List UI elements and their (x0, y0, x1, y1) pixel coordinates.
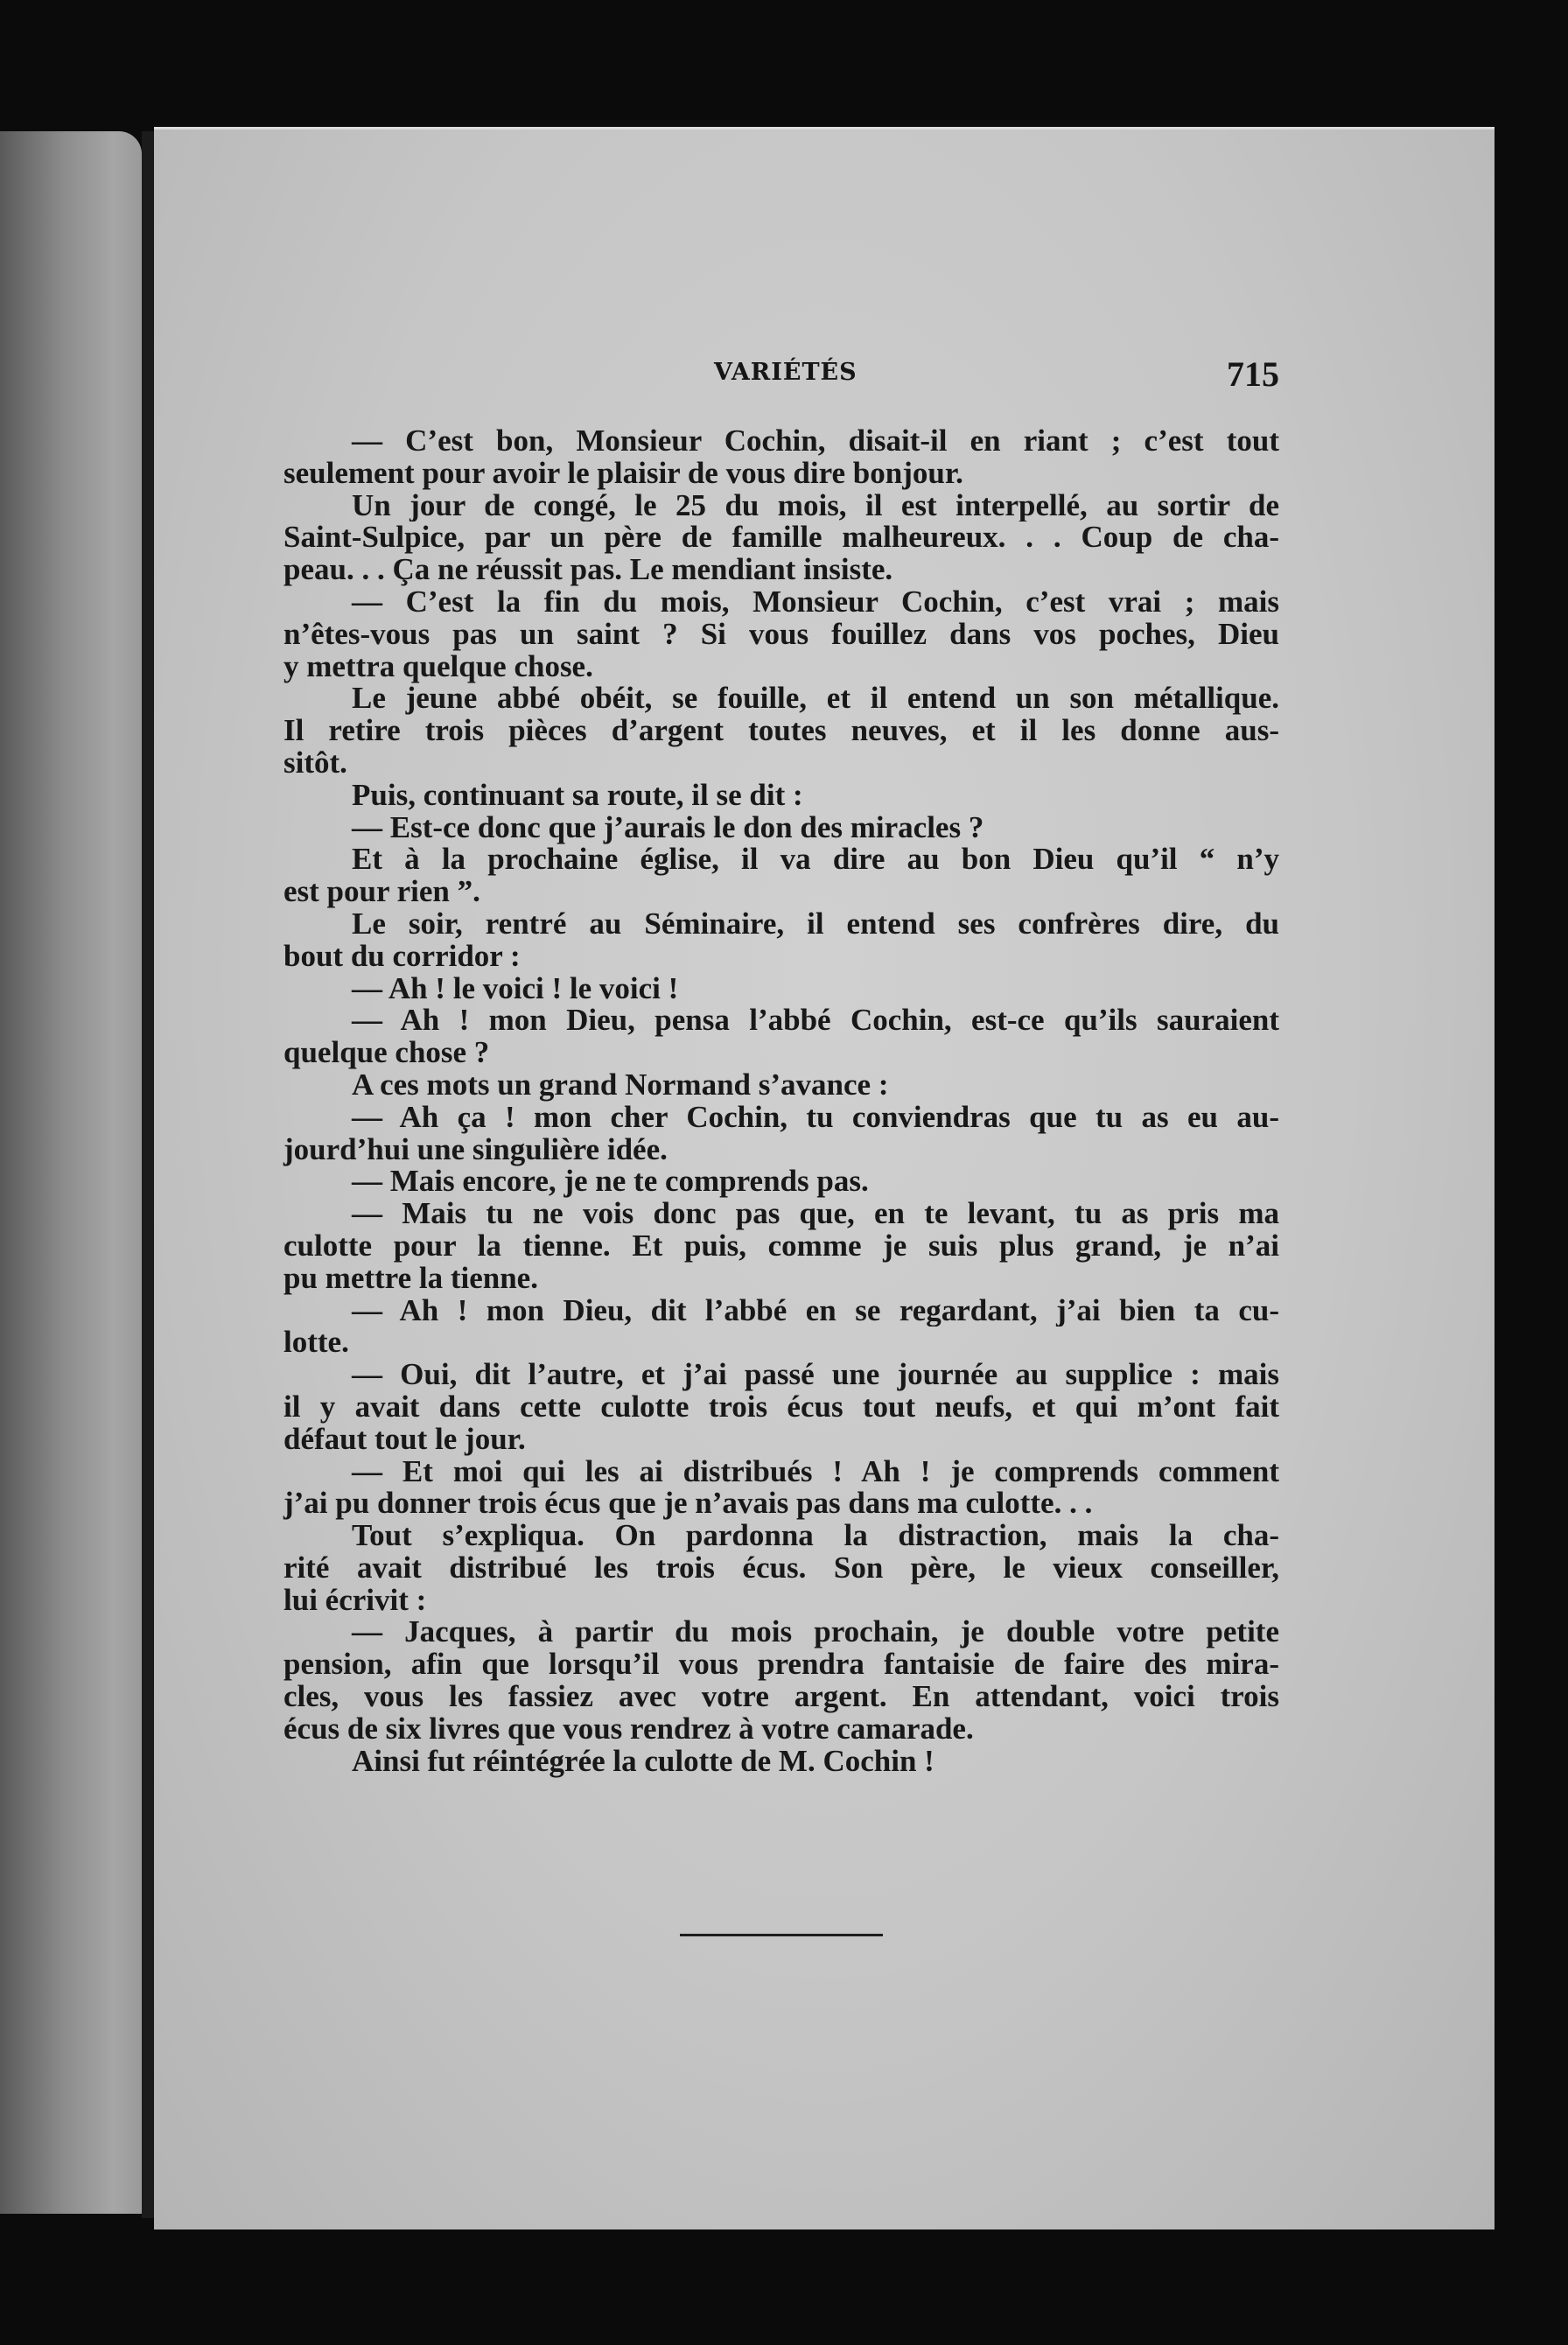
text-line: n’êtes-vous pas un saint ? Si vous fouillez dans vos poches, Dieu (284, 618, 1279, 651)
text-line: est pour rien ”. (284, 874, 480, 909)
text-line: Un jour de congé, le 25 du mois, il est interpellé, au sortir de (352, 489, 1279, 522)
text-line: — Mais encore, je ne te comprends pas. (352, 1164, 869, 1199)
book-gutter (142, 131, 154, 2218)
text-line: lui écrivit : (284, 1582, 427, 1617)
text-line: Tout s’expliqua. On pardonna la distraction, mais la cha- (352, 1520, 1279, 1552)
text-line: culotte pour la tienne. Et puis, comme je suis plus grand, je n’ai (284, 1229, 1279, 1263)
text-line: écus de six livres que vous rendrez à votre camarade. (284, 1711, 974, 1746)
text-line: Puis, continuant sa route, il se dit : (352, 777, 803, 812)
text-line: Le soir, rentré au Séminaire, il entend ses confrères dire, du (352, 907, 1279, 941)
text-line: Il retire trois pièces d’argent toutes neuves, et il les donne aus- (284, 715, 1279, 747)
text-line: Le jeune abbé obéit, se fouille, et il entend un son métallique. (352, 682, 1279, 716)
text-line: bout du corridor : (284, 938, 521, 973)
text-line: — C’est la fin du mois, Monsieur Cochin, c’est vrai ; mais (352, 585, 1279, 619)
text-line: quelque chose ? (284, 1035, 490, 1070)
text-line: Ainsi fut réintégrée la culotte de M. Cochin ! (352, 1743, 934, 1778)
running-title: VARIÉTÉS (714, 359, 858, 386)
text-line: y mettra quelque chose. (284, 648, 593, 683)
text-line: jourd’hui une singulière idée. (284, 1131, 668, 1166)
text-line: — Mais tu ne vois donc pas que, en te levant, tu as pris ma (352, 1198, 1279, 1230)
text-line: rité avait distribué les trois écus. Son père, le vieux conseiller, (284, 1551, 1279, 1585)
body-text (284, 425, 1279, 1777)
section-end-rule (680, 1934, 883, 1936)
text-line: sitôt. (284, 745, 347, 780)
text-line: — Est-ce donc que j’aurais le don des miracles ? (352, 809, 984, 844)
text-line: — Ah ! mon Dieu, dit l’abbé en se regardant, j’ai bien ta cu- (352, 1294, 1279, 1327)
text-line: lotte. (284, 1325, 349, 1360)
text-line: pension, afin que lorsqu’il vous prendra fantaisie de faire des mira- (284, 1648, 1279, 1682)
text-line: — Oui, dit l’autre, et j’ai passé une journée au supplice : mais (352, 1359, 1279, 1391)
facing-page-edge (0, 131, 142, 2214)
text-line: défaut tout le jour. (284, 1421, 526, 1456)
running-head (154, 354, 1494, 411)
book-page (154, 127, 1494, 2230)
text-line: peau. . . Ça ne réussit pas. Le mendiant insiste. (284, 552, 893, 587)
text-line: Et à la prochaine église, il va dire au bon Dieu qu’il “ n’y (352, 844, 1279, 877)
text-line: — Ah ! mon Dieu, pensa l’abbé Cochin, est-ce qu’ils sauraient (352, 1004, 1279, 1038)
text-line: — C’est bon, Monsieur Cochin, disait-il en riant ; c’est tout (352, 425, 1279, 458)
text-line: — Et moi qui les ai distribués ! Ah ! je comprends comment (352, 1455, 1279, 1488)
text-line: — Ah ! le voici ! le voici ! (352, 970, 679, 1005)
text-line: cles, vous les fassiez avec votre argent. En attendant, voici trois (284, 1681, 1279, 1713)
text-line: pu mettre la tienne. (284, 1260, 538, 1295)
text-line: A ces mots un grand Normand s’avance : (352, 1067, 889, 1102)
text-line: Saint-Sulpice, par un père de famille malheureux. . . Coup de cha- (284, 522, 1279, 555)
text-line: j’ai pu donner trois écus que je n’avais pas dans ma culotte. . . (284, 1486, 1093, 1521)
text-line: — Ah ça ! mon cher Cochin, tu conviendras que tu as eu au- (352, 1101, 1279, 1134)
text-line: seulement pour avoir le plaisir de vous dire bonjour. (284, 455, 963, 490)
text-line: — Jacques, à partir du mois prochain, je double votre petite (352, 1616, 1279, 1649)
page-number: 715 (1227, 354, 1279, 394)
text-line: il y avait dans cette culotte trois écus tout neufs, et qui m’ont fait (284, 1390, 1279, 1424)
